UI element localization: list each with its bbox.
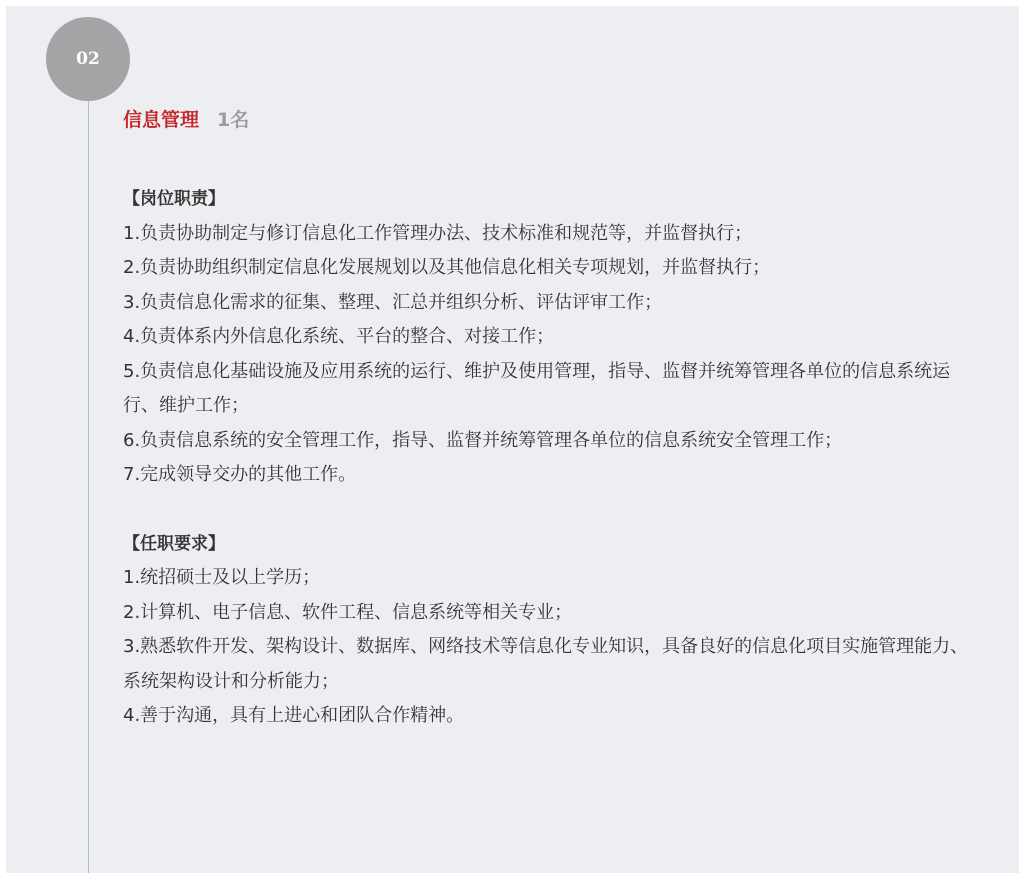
responsibility-item: 2.负责协助组织制定信息化发展规划以及其他信息化相关专项规划，并监督执行； xyxy=(123,257,771,278)
job-content xyxy=(123,102,983,734)
responsibility-item: 1.负责协助制定与修订信息化工作管理办法、技术标准和规范等，并监督执行； xyxy=(123,222,753,244)
responsibility-item: 6.负责信息系统的安全管理工作，指导、监督并统筹管理各单位的信息系统安全管理工作； xyxy=(123,429,843,451)
requirements-heading: 【任职要求】 xyxy=(123,533,225,554)
requirement-item: 4.善于沟通，具有上进心和团队合作精神。 xyxy=(123,705,465,726)
job-card xyxy=(6,6,1019,873)
requirement-item: 2.计算机、电子信息、软件工程、信息系统等相关专业； xyxy=(123,601,573,623)
requirement-item: 3.熟悉软件开发、架构设计、数据库、网络技术等信息化专业知识，具备良好的信息化项目实施管理能力、系统架构设计和分析能力； xyxy=(123,636,969,692)
headcount: 1名 xyxy=(217,109,250,131)
requirement-item: 1.统招硕士及以上学历； xyxy=(123,567,321,588)
job-title-row xyxy=(123,102,983,138)
responsibility-item: 3.负责信息化需求的征集、整理、汇总并组织分析、评估评审工作； xyxy=(123,291,663,313)
job-title: 信息管理 xyxy=(123,109,200,131)
responsibilities-heading: 【岗位职责】 xyxy=(123,189,225,209)
responsibility-item: 4.负责体系内外信息化系统、平台的整合、对接工作； xyxy=(123,326,555,347)
step-number-badge: 02 xyxy=(46,17,130,101)
responsibility-item: 5.负责信息化基础设施及应用系统的运行、维护及使用管理，指导、监督并统筹管理各单位的信息系统运行、维护工作； xyxy=(123,360,951,416)
responsibility-item: 7.完成领导交办的其他工作。 xyxy=(123,464,357,485)
timeline-line xyxy=(88,56,89,873)
